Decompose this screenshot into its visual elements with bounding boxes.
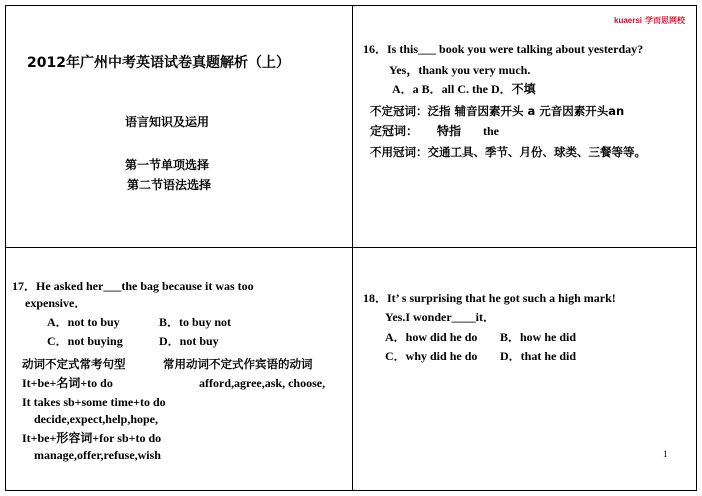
q16-note-definite-b: the (483, 124, 499, 138)
q16-answer-line: Yes，thank you very much. (389, 63, 531, 77)
q16-note-definite-a: 特指 (437, 124, 462, 138)
q18-question: 18．It’ s surprising that he got such a high mark! (363, 291, 616, 305)
q16-note-definite-label: 定冠词： (370, 124, 419, 138)
q17-question-line-2: expensive． (25, 296, 87, 310)
q17-pattern-3: It+be+形容词+for sb+to do (22, 431, 162, 445)
q17-verbs-1: afford,agree,ask, choose, (199, 376, 326, 390)
brand-logo (614, 15, 685, 26)
q17-option-c: C．not buying (47, 334, 123, 348)
slide1-subtitle: 语言知识及运用 (125, 115, 210, 129)
q17-question-line-1: 17．He asked her___the bag because it was too (12, 279, 254, 293)
q17-verbs-3: manage,offer,refuse,wish (34, 448, 161, 462)
q16-note-indefinite: 不定冠词：泛指 辅音因素开头 a 元音因素开头an (370, 104, 625, 118)
logo-cn-text: 学而思网校 (645, 16, 686, 25)
slide1-section-1: 第一节单项选择 (125, 158, 210, 172)
q17-option-a: A．not to buy (47, 315, 120, 329)
vertical-divider (352, 5, 353, 491)
q17-note-heading-a: 动词不定式常考句型 (22, 357, 126, 371)
horizontal-divider (5, 247, 697, 248)
slide1-title: 2012年广州中考英语试卷真题解析（上） (27, 55, 290, 71)
q17-option-d: D．not buy (159, 334, 219, 348)
q18-option-c: C．why did he do (385, 349, 478, 363)
page-number: 1 (663, 449, 668, 459)
q17-pattern-2: It takes sb+some time+to do (22, 395, 166, 409)
q16-question: 16．Is this___ book you were talking about yesterday? (363, 42, 644, 56)
q16-note-no-article: 不用冠词：交通工具、季节、月份、球类、三餐等等。 (370, 145, 646, 159)
q17-verbs-2: decide,expect,help,hope, (34, 412, 158, 426)
q18-response: Yes.I wonder____it． (385, 310, 495, 324)
q16-options: A．a B．all C. the D．不填 (392, 82, 536, 96)
logo-brand-text: kuaersi (614, 16, 643, 25)
q17-pattern-1: It+be+名词+to do (22, 376, 113, 390)
q17-note-heading-b: 常用动词不定式作宾语的动词 (163, 357, 313, 371)
q18-option-a: A．how did he do (385, 330, 478, 344)
slide1-section-2: 第二节语法选择 (127, 178, 212, 192)
q18-option-b: B．how he did (500, 330, 577, 344)
q17-option-b: B．to buy not (159, 315, 232, 329)
q18-option-d: D．that he did (500, 349, 577, 363)
